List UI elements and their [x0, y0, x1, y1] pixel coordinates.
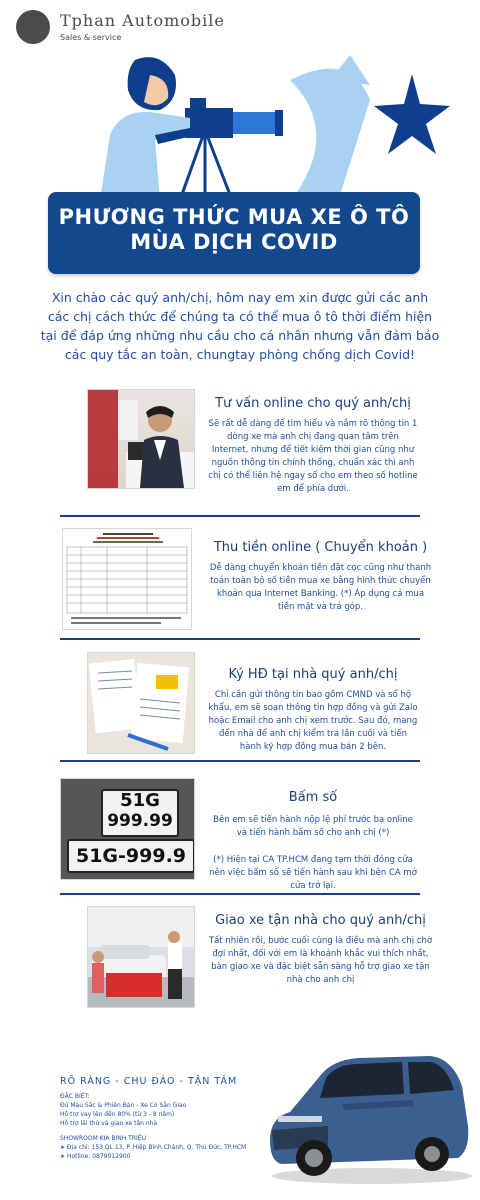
section-4-text-1: Bên em sẽ tiến hành nộp lệ phí trước bạ online và tiến hành bấm số cho anh chị (*): [213, 815, 413, 838]
logo: [16, 10, 50, 44]
perk-item: Đủ Màu Sắc & Phiên Bản - Xe Có Sẵn Giao: [60, 1102, 187, 1109]
section-4-text-2: (*) Hiện tại CA TP.HCM đang tạm thời đóng cửa nên việc bấm số sẽ tiến hành sau khi bên CA mở cửa trở lại.: [209, 855, 417, 891]
section-3-title: Ký HĐ tại nhà quý anh/chị: [228, 667, 398, 682]
section-5-title: Giao xe tận nhà cho quý anh/chị: [215, 913, 426, 928]
brand-name: Tphan Automobile: [60, 11, 225, 30]
perks-title: ĐẶC BIỆT:: [60, 1093, 90, 1100]
car-image: [262, 1046, 474, 1186]
page-title: [48, 205, 420, 255]
brand-tagline: Sales & service: [60, 33, 122, 42]
plate-long: 51G-999.9: [67, 839, 195, 873]
section-5-text: Tất nhiên rồi, bước cuối cùng là điều mà anh chị chờ đợi nhất, đối với em là khoảnh khắc vui thích nhất, bàn giao xe và đặc biệt sẵn sàng hỗ trợ giao xe tận nhà cho anh chị: [208, 936, 433, 985]
section-4-title: Bấm số: [288, 790, 338, 805]
license-plate-photo: [60, 778, 195, 880]
intro-text: Xin chào các quý anh/chị, hôm nay em xin được gửi các anh các chị cách thức để chúng ta có thể mua ô tô thời điểm hiện tại để đáp ứng những nhu cầu cho cá nhân nhưng vẫn đảm bảo các quy tắc an toàn, chungtay phòng chống dịch Covid!: [40, 290, 440, 362]
plate-bottom-line: 999.99: [107, 811, 173, 831]
divider-4: [60, 893, 420, 895]
section-2-title: Thu tiền online ( Chuyển khoản ): [213, 540, 428, 555]
hotline[interactable]: ➤ Hotline: 0879012900: [60, 1153, 131, 1160]
receipt-photo: [62, 528, 192, 630]
plate-top-line: 51G: [120, 790, 160, 811]
title-line-2: MÙA DỊCH COVID: [130, 230, 338, 254]
divider-3: [60, 760, 420, 762]
contract-photo: [87, 652, 195, 754]
consultant-photo: [87, 389, 195, 489]
title-line-1: PHƯƠNG THỨC MUA XE Ô TÔ: [58, 205, 410, 229]
section-3-text: Chỉ cần gửi thông tin bao gồm CMND và sổ hộ khẩu, em sẽ soạn thông tin hợp đồng và gửi Zalo hoặc Email cho anh chị xem trước. Sau đó, mang đến nhà để anh chị kiểm tra lần cuối và tiến hành ký hợp đồng mua bán 2 bên.: [208, 690, 418, 752]
perk-item: Hỗ trợ vay lên đến 80% (từ 3 - 8 năm): [60, 1111, 175, 1118]
motto: RÕ RÀNG - CHU ĐÁO - TẬN TÂM: [60, 1076, 238, 1087]
perks-block: [60, 1092, 280, 1128]
section-1-title: Tư vấn online cho quý anh/chị: [215, 396, 411, 411]
section-1-text: Sẽ rất dễ dàng để tìm hiểu và nắm rõ thông tin 1 dòng xe mà anh chị đang quan tâm trên Internet, nhưng để tiết kiệm thời gian cũng như nguồn thông tin chính thống, chuẩn xác thì anh chị có thể liên hệ ngay số cho em theo số hotline em để phía dưới.: [208, 419, 418, 494]
showroom-block: [60, 1134, 280, 1161]
photographer-illustration: [40, 40, 460, 200]
divider-1: [60, 515, 420, 517]
perk-item: Hỗ trợ lái thử và giao xe tận nhà: [60, 1120, 158, 1127]
showroom-address: ➤ Địa chỉ: 153 QL 13, P. Hiệp Bình Chánh, Q. Thủ Đức, TP.HCM: [60, 1144, 247, 1151]
section-2-text: Dễ dàng chuyển khoản tiền đặt cọc cũng như thanh toán toàn bộ số tiền mua xe bằng hình thức chuyển khoản qua Internet Banking. (*) Áp dụng cả mua tiền mặt và trả góp.: [209, 563, 432, 612]
delivery-photo: [87, 906, 195, 1008]
showroom-name: SHOWROOM KIA BÌNH TRIỆU: [60, 1135, 146, 1142]
divider-2: [60, 638, 420, 640]
